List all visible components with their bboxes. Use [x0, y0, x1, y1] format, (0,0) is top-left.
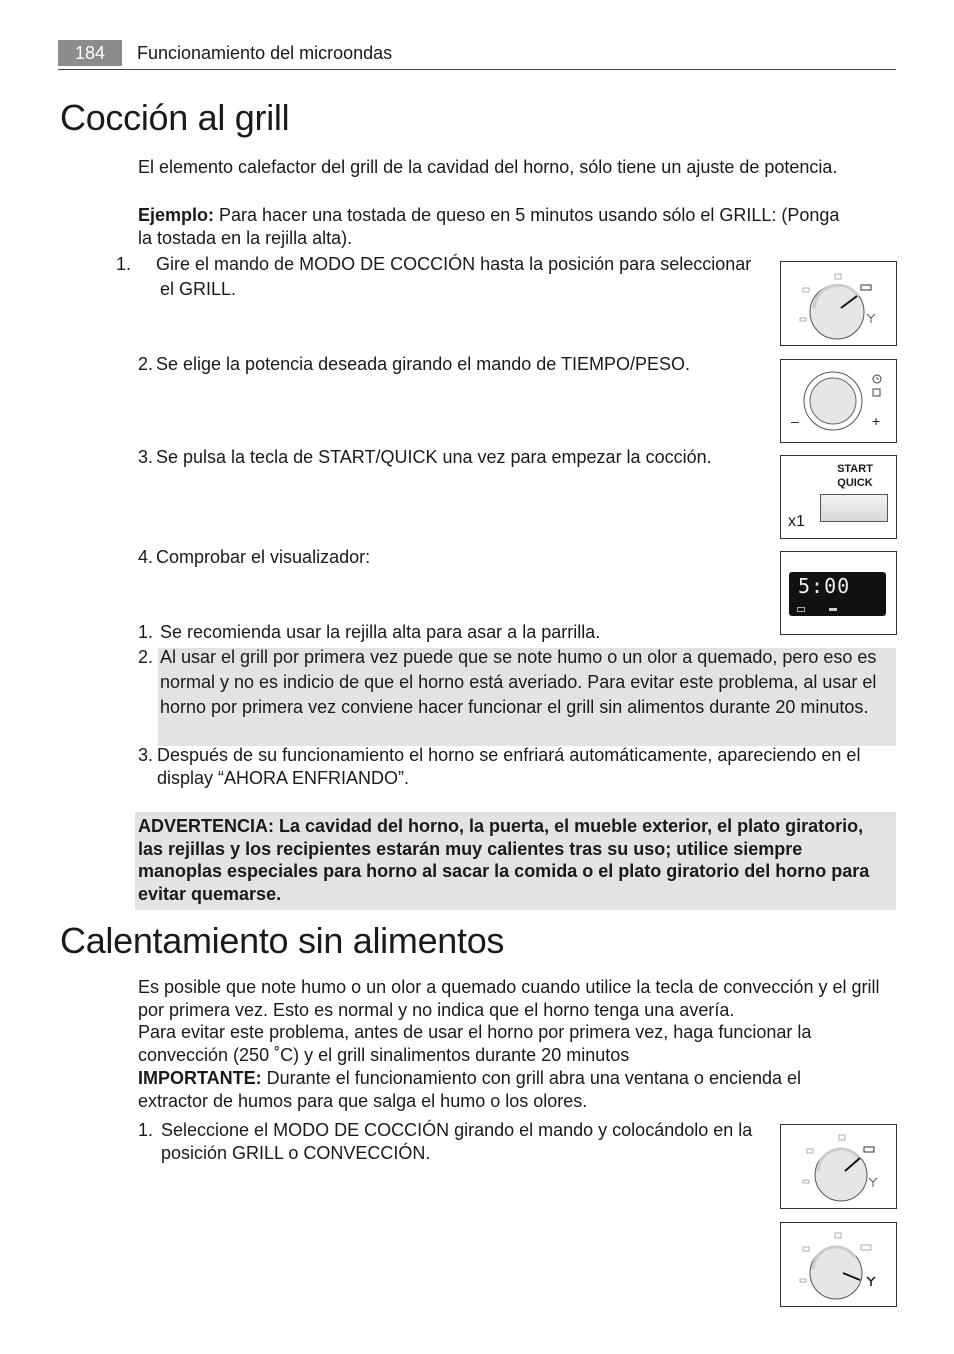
lcd-display	[789, 572, 886, 616]
step-1	[116, 252, 758, 302]
note-3	[138, 744, 896, 789]
step-text: Gire el mando de MODO DE COCCIÓN hasta la posición para seleccionar el GRILL.	[156, 254, 752, 299]
section2-paragraph-2: Para evitar este problema, antes de usar el horno por primera vez, haga funcionar la convección (250 ˚C) y el grill sinalimentos durante 20 minutos	[138, 1022, 812, 1065]
step-4	[138, 545, 758, 569]
step-number: 2.	[138, 354, 154, 374]
step-number: 1.	[116, 254, 132, 274]
running-title: Funcionamiento del microondas	[137, 43, 393, 63]
step-number: 1.	[138, 1120, 154, 1140]
step-3	[138, 445, 758, 469]
step-text: Seleccione el MODO DE COCCIÓN girando el mando y colocándolo en la posición GRILL o CONVECCIÓN.	[161, 1120, 753, 1163]
section2-paragraph-1: Es posible que note humo o un olor a quemado cuando utilice la tecla de convección y el grill por primera vez. Esto es normal y no indica que el horno tenga una avería.	[138, 977, 880, 1020]
note-2	[138, 645, 890, 720]
grill-indicator-icon	[797, 607, 805, 612]
warning-text: ADVERTENCIA: La cavidad del horno, la puerta, el mueble exterior, el plato giratorio, las rejillas y los recipientes estarán muy calientes tras su uso; utilice siempre manoplas especiales para horno al sacar la comida o el plato giratorio del horno para evitar quemarse.	[138, 816, 870, 904]
important-paragraph	[138, 1067, 858, 1112]
step-number: 3.	[138, 447, 154, 467]
start-quick-button	[820, 494, 888, 522]
step-2	[138, 352, 758, 376]
page-number: 184	[58, 40, 122, 66]
press-count: x1	[788, 513, 805, 530]
important-label: IMPORTANTE:	[138, 1068, 262, 1088]
note-text: Se recomienda usar la rejilla alta para asar a la parrilla.	[160, 622, 601, 642]
mode-dial-figure-grill-2	[780, 1124, 897, 1209]
minus-label: –	[791, 413, 799, 429]
step-text: Se elige la potencia deseada girando el mando de TIEMPO/PESO.	[156, 354, 690, 374]
example-paragraph	[138, 204, 858, 249]
display-time: 5:00	[798, 574, 851, 598]
section-title-grill: Cocción al grill	[60, 97, 290, 138]
step-text: Se pulsa la tecla de START/QUICK una vez para empezar la cocción.	[156, 447, 712, 467]
section-title-preheat: Calentamiento sin alimentos	[60, 920, 505, 961]
note-text: Al usar el grill por primera vez puede que se note humo o un olor a quemado, pero eso es normal y no es indicio de que el horno está averiado. Para evitar este problema, al usar el horno por primera vez conviene hacer funcionar el grill sin alimentos durante 20 minutos.	[160, 647, 877, 717]
intro-paragraph: El elemento calefactor del grill de la cavidad del horno, sólo tiene un ajuste de potencia.	[138, 157, 838, 177]
plus-label: +	[872, 413, 881, 429]
step-text: Comprobar el visualizador:	[156, 547, 371, 567]
time-weight-dial-figure	[780, 359, 897, 443]
mode-dial-figure-grill	[780, 261, 897, 346]
note-text: Después de su funcionamiento el horno se enfriará automáticamente, apareciendo en el display “AHORA ENFRIANDO”.	[157, 745, 861, 788]
power-indicator-icon	[829, 608, 837, 611]
warning-box	[135, 812, 896, 910]
note-number: 3.	[138, 745, 154, 765]
header-rule	[58, 69, 896, 70]
section2-step-1	[138, 1119, 758, 1164]
example-label: Ejemplo:	[138, 205, 215, 225]
example-text: Para hacer una tostada de queso en 5 minutos usando sólo el GRILL: (Ponga la tostada en la rejilla alta).	[138, 205, 840, 248]
note-number: 2.	[138, 647, 154, 667]
step-number: 4.	[138, 547, 154, 567]
important-text: Durante el funcionamiento con grill abra una ventana o encienda el extractor de humos para que salga el humo o los olores.	[138, 1068, 802, 1111]
start-quick-figure	[780, 455, 897, 539]
note-number: 1.	[138, 622, 154, 642]
note-1	[138, 620, 883, 644]
mode-dial-figure-convection	[780, 1222, 897, 1307]
start-quick-label: START QUICK	[837, 463, 873, 489]
